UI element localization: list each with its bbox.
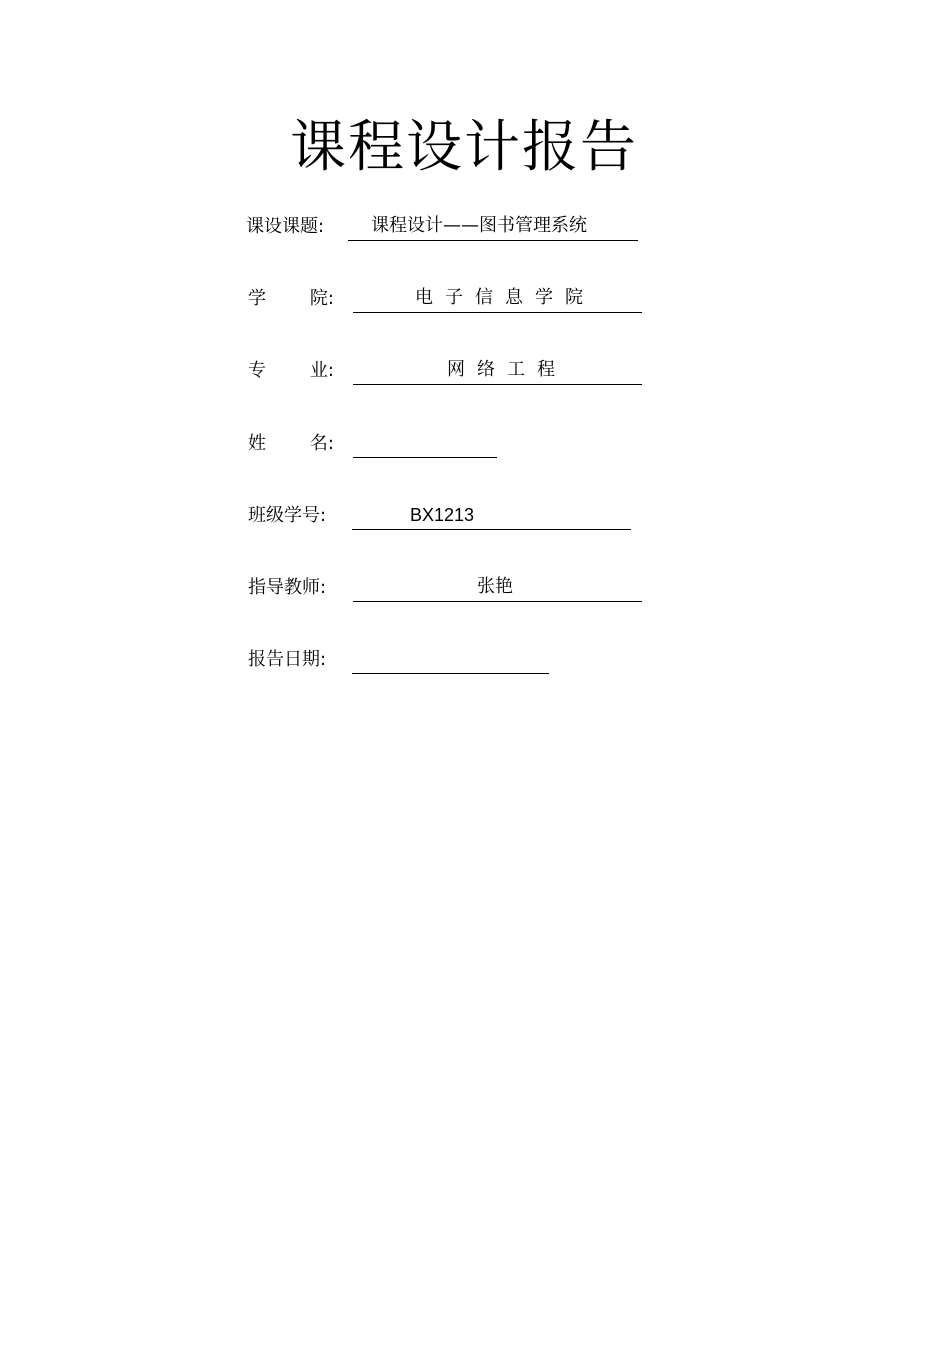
advisor-value: 张艳 xyxy=(477,576,513,597)
major-label-part-b: 业: xyxy=(309,360,334,381)
college-label-part-b: 院: xyxy=(309,288,334,309)
report-date-row xyxy=(0,647,950,677)
major-label xyxy=(248,358,334,384)
advisor-label: 指导教师: xyxy=(248,577,327,598)
major-value: 网络工程 xyxy=(447,359,567,380)
report-date-field xyxy=(352,647,549,674)
topic-label: 课设课题: xyxy=(246,216,325,237)
name-label-part-b: 名: xyxy=(309,433,334,454)
college-label xyxy=(248,286,334,312)
major-row xyxy=(0,358,950,388)
report-date-label: 报告日期: xyxy=(248,649,327,670)
college-label-part-a: 学 xyxy=(248,288,266,309)
class-id-row xyxy=(0,503,950,533)
advisor-field xyxy=(353,575,642,602)
class-id-field xyxy=(352,503,631,530)
name-label xyxy=(248,431,334,457)
class-id-label: 班级学号: xyxy=(248,505,327,526)
name-field xyxy=(353,431,497,458)
class-id-value: BX1213 xyxy=(410,505,475,525)
major-field xyxy=(353,358,642,385)
topic-field xyxy=(348,214,638,241)
name-row xyxy=(0,431,950,461)
major-label-part-a: 专 xyxy=(248,360,266,381)
college-value: 电子信息学院 xyxy=(415,287,595,308)
college-field xyxy=(353,286,642,313)
name-label-part-a: 姓 xyxy=(248,433,266,454)
advisor-row xyxy=(0,575,950,605)
report-title: 课程设计报告 xyxy=(290,115,638,180)
college-row xyxy=(0,286,950,316)
topic-value: 课程设计——图书管理系统 xyxy=(371,215,587,236)
topic-row xyxy=(0,214,950,244)
